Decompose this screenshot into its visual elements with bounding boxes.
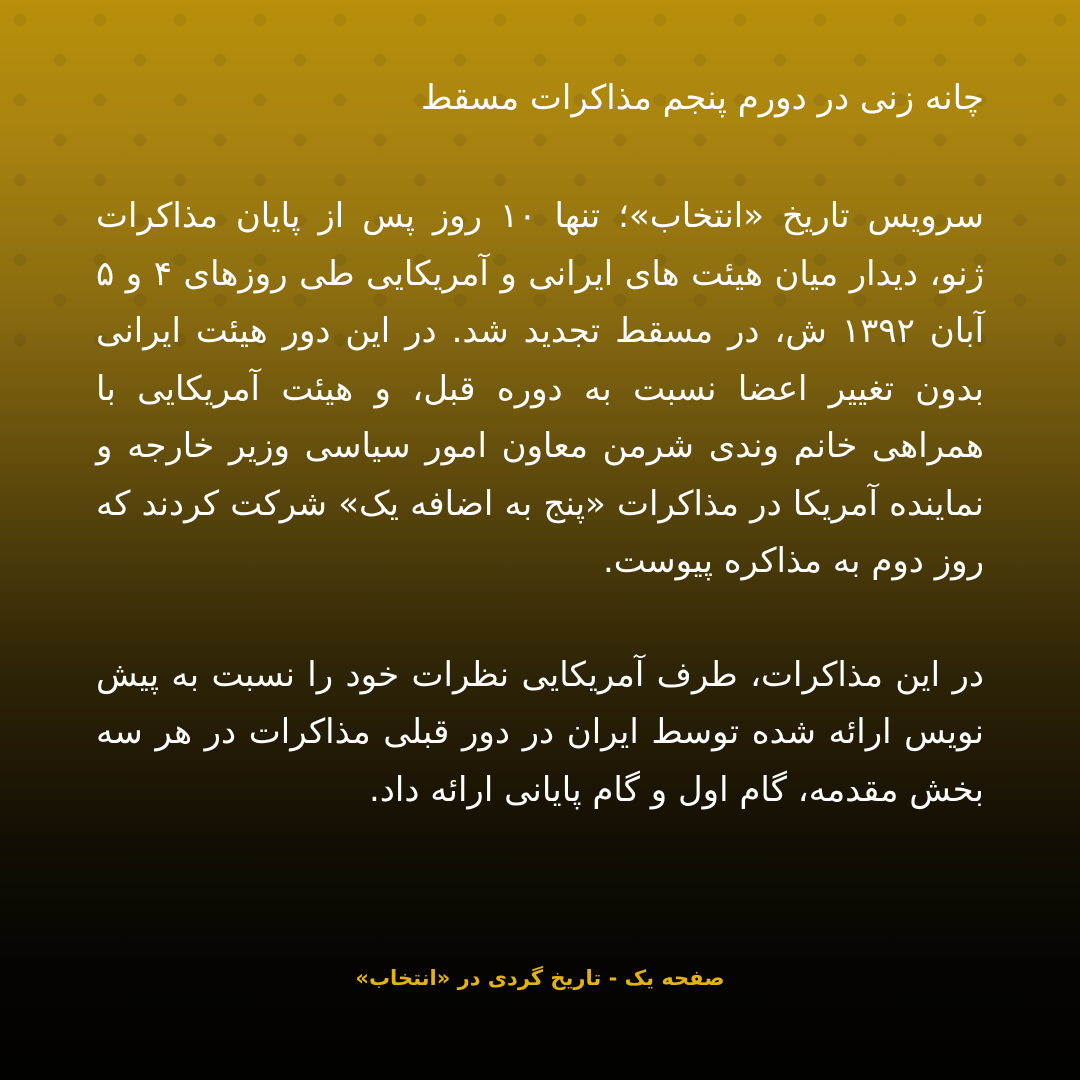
article-title: چانه زنی در دورم پنجم مذاکرات مسقط xyxy=(421,78,984,118)
article-body xyxy=(96,70,984,875)
paragraph-2: در این مذاکرات، طرف آمریکایی نظرات خود را نسبت به پیش نویس ارائه شده توسط ایران در دور قبلی مذاکرات در هر سه بخش مقدمه، گام اول و گام پایانی ارائه داد. xyxy=(96,654,984,810)
paragraph-1: سرویس تاریخ «انتخاب»؛ تنها ۱۰ روز پس از پایان مذاکرات ژنو، دیدار میان هیئت های ایرانی و آمریکایی طی روزهای ۴ و ۵ آبان ۱۳۹۲ ش، در مسقط تجدید شد. در این دور هیئت ایرانی بدون تغییر اعضا نسبت به دوره قبل، و هیئت آمریکایی با همراهی خانم وندی شرمن معاون امور سیاسی وزیر خارجه و نماینده آمریکا در مذاکرات «پنج به اضافه یک» شرکت کردند که روز دوم به مذاکره پیوست. xyxy=(96,196,985,581)
page-footer: صفحه یک - تاریخ گردی در «انتخاب» xyxy=(355,966,725,990)
